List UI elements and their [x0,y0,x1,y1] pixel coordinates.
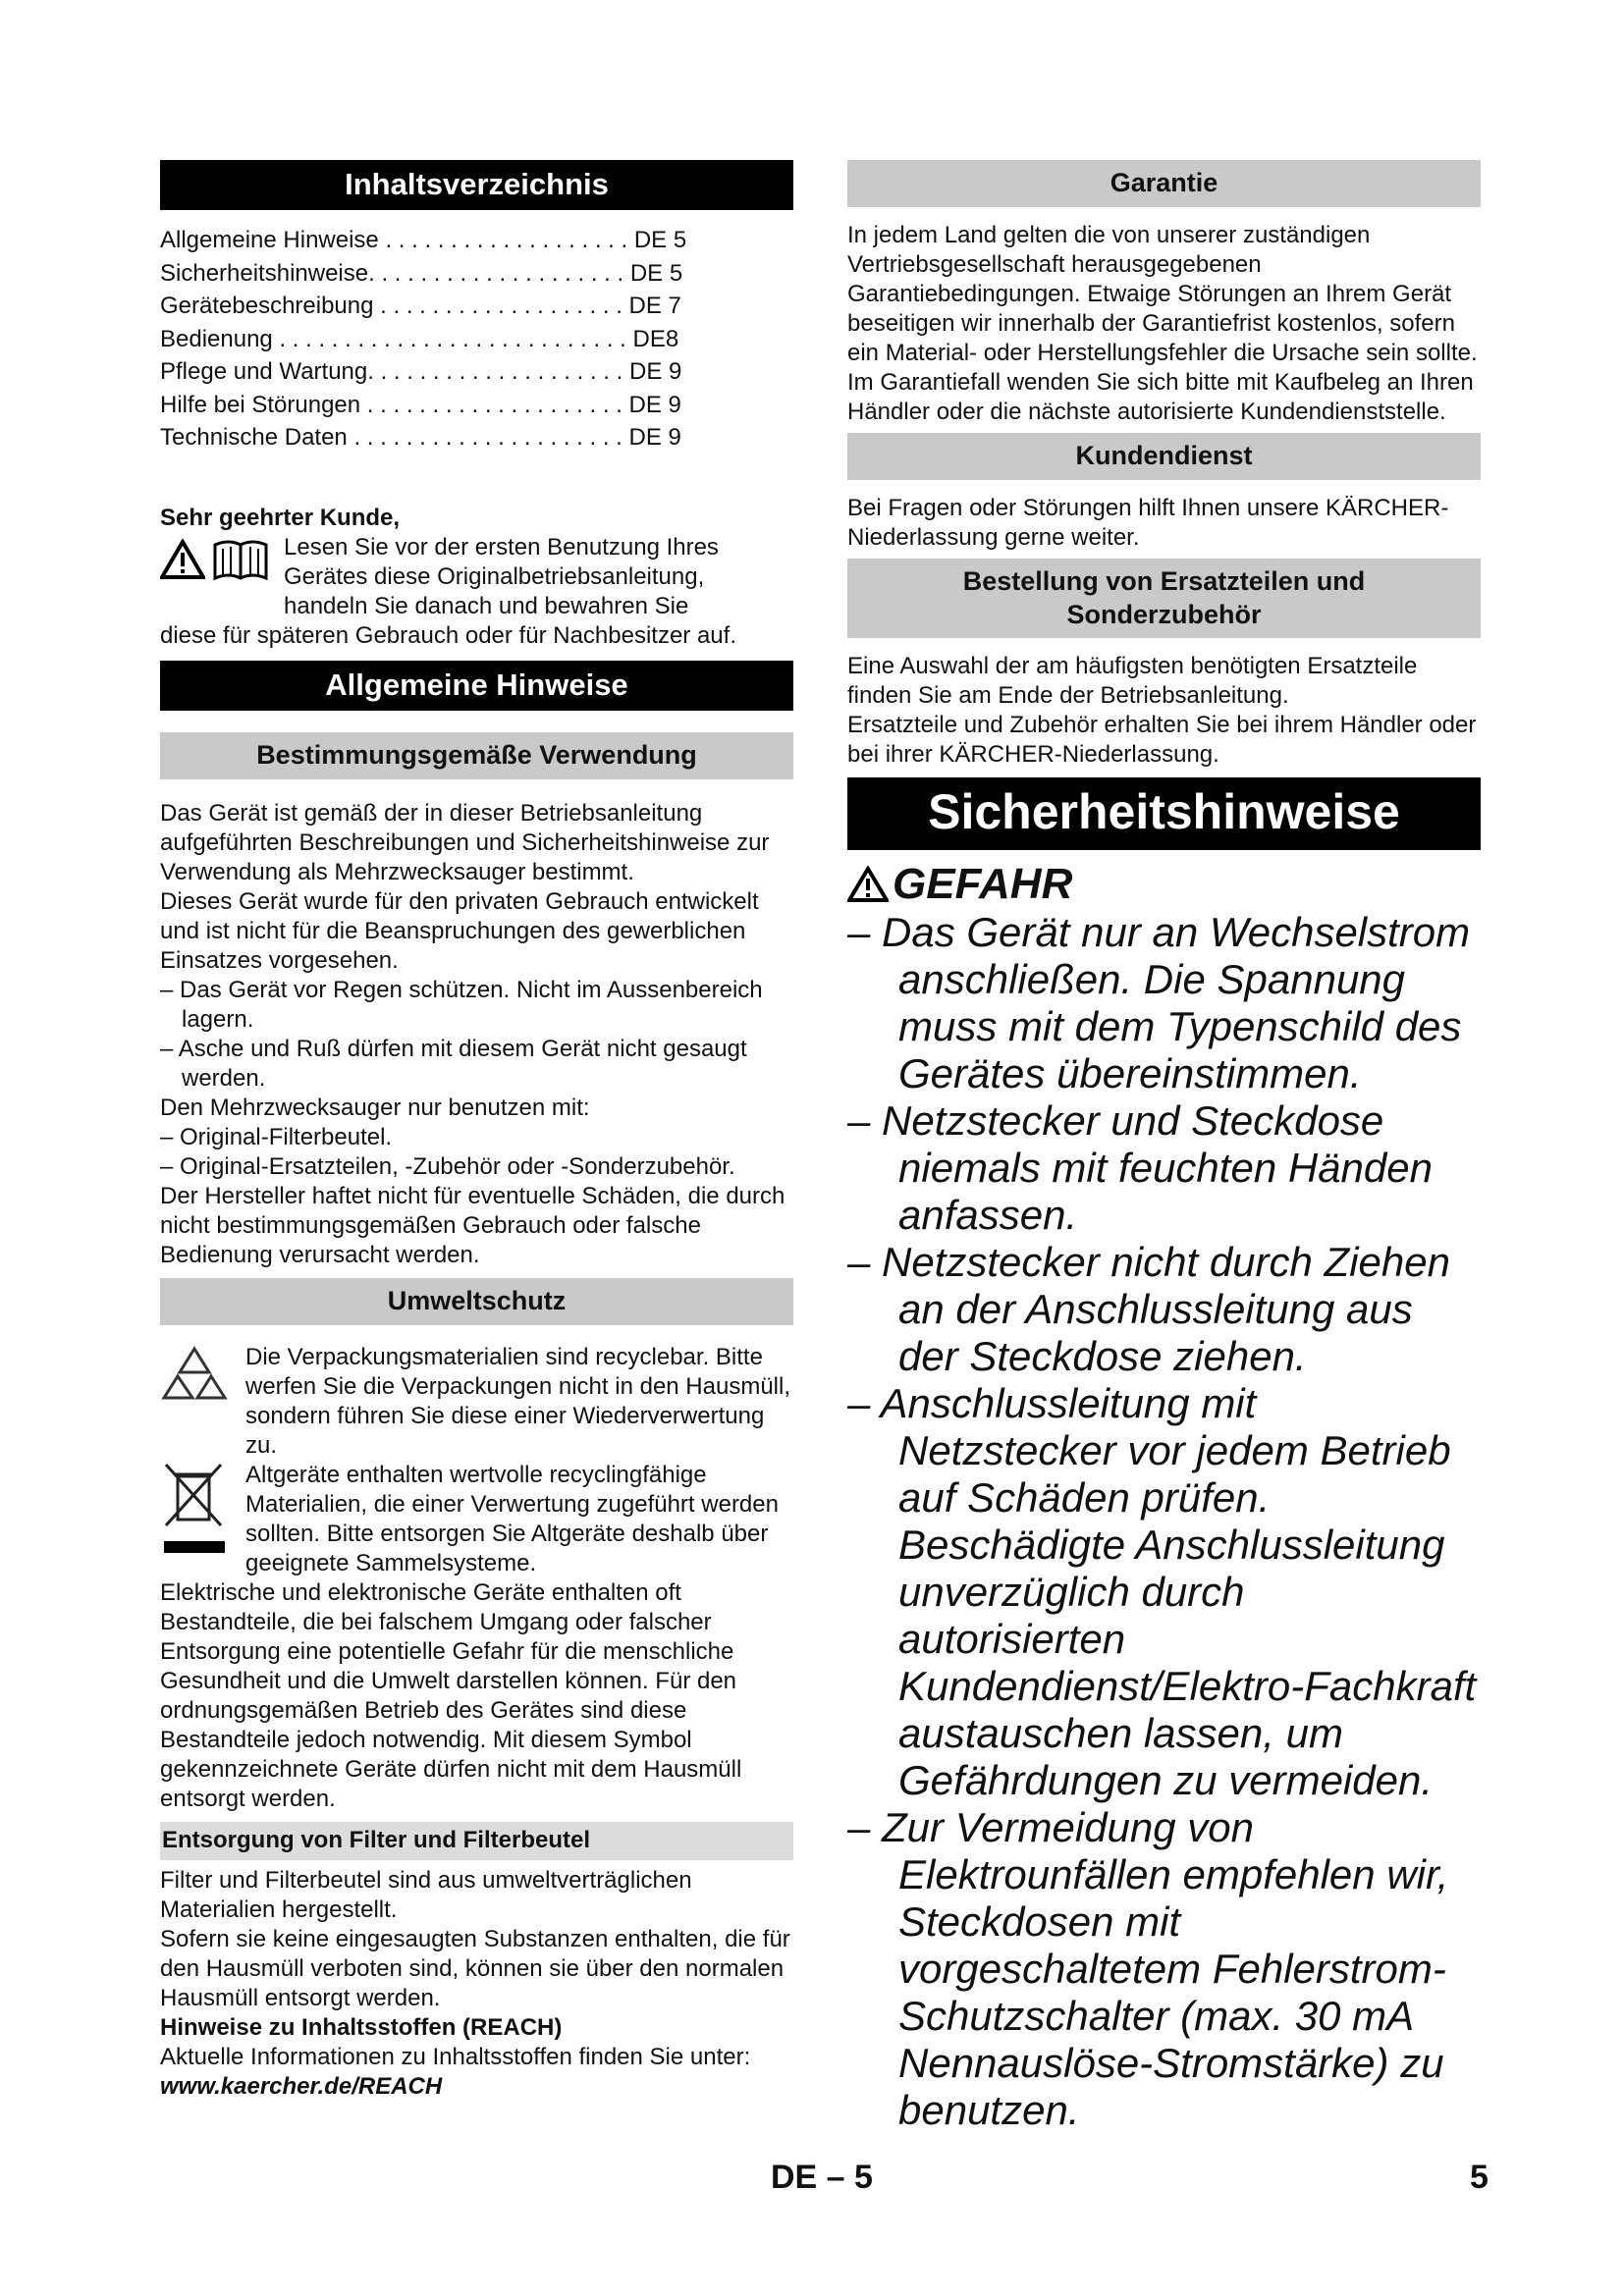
recycling-icon [160,1343,229,1402]
list-item: – Netzstecker und Steckdose niemals mit feuchten Händen anfassen. [847,1097,1433,1238]
intro-text: Lesen Sie vor der ersten Benutzung Ihres Gerätes diese Originalbetriebsanleitung, handeln Sie danach und bewahren Sie [284,533,719,619]
footer-page-number: 5 [1470,2159,1489,2196]
paragraph: Filter und Filterbeutel sind aus umweltverträglichen Materialien hergestellt. [160,1866,692,1923]
section-title-sicherheit: Sicherheitshinweise [847,777,1481,850]
paragraph: Sofern sie keine eingesaugten Substanzen enthalten, die für den Hausmüll verboten sind, können sie über den normalen Hausmüll entsorgt werden. [160,1925,790,2011]
list-item: – Original-Filterbeutel. [160,1123,393,1150]
section-title-umwelt: Umweltschutz [160,1278,793,1325]
danger-label: GEFAHR [893,860,1073,908]
paragraph: Eine Auswahl der am häufigsten benötigten Ersatzteile finden Sie am Ende der Betriebsanleitung. [847,653,1418,709]
paragraph: Aktuelle Informationen zu Inhaltsstoffen finden Sie unter: [160,2043,751,2070]
toc-entry[interactable]: Hilfe bei Störungen . . . . . . . . . . . . . . . . . . . . DE 9 [160,391,681,418]
verwendung-body [160,799,793,1270]
umwelt-body [160,1343,793,1814]
kundendienst-text: Bei Fragen oder Störungen hilft Ihnen unsere KÄRCHER-Niederlassung gerne weiter. [847,495,1449,551]
garantie-text: In jedem Land gelten die von unserer zuständigen Vertriebsgesellschaft herausgegebenen Garantiebedingungen. Etwaige Störungen an Ihrem Gerät beseitigen wir innerhalb der Garantiefrist kostenlos, sofern ein Material- oder Herstellungsfehler die Ursache sein sollte. Im Garantiefall wenden Sie sich bitte mit Kaufbeleg an Ihren Händler oder die nächste autorisierte Kundendienststelle. [847,222,1478,425]
toc-entry[interactable]: Technische Daten . . . . . . . . . . . . . . . . . . . . . DE 9 [160,424,681,451]
crossed-bin-icon [160,1461,229,1559]
list-item: – Asche und Ruß dürfen mit diesem Gerät nicht gesaugt werden. [160,1035,747,1092]
manual-book-icon [211,539,270,582]
list-item: – Netzstecker nicht durch Ziehen an der Anschlussleitung aus der Steckdose ziehen. [847,1239,1450,1379]
subsection-title-verwendung: Bestimmungsgemäße Verwendung [160,732,793,779]
list-item: – Das Gerät vor Regen schützen. Nicht im Aussenbereich lagern. [160,976,763,1033]
footer-page-label: DE – 5 [771,2159,873,2196]
toc-entry[interactable]: Bedienung . . . . . . . . . . . . . . . . . . . . . . . . . . . DE8 [160,325,679,352]
list-item: – Zur Vermeidung von Elektrounfällen empfehlen wir, Steckdosen mit vorgeschaltetem Fehlerstrom-Schutzschalter (max. 30 mA Nennauslöse-Stromstärke) zu benutzen. [847,1804,1449,2133]
paragraph: Ersatzteile und Zubehör erhalten Sie bei ihrem Händler oder bei ihrer KÄRCHER-Niederlassung. [847,712,1477,768]
section-title-bestellung: Bestellung von Ersatzteilen und Sonderzubehör [847,559,1481,638]
list-item: – Das Gerät nur an Wechselstrom anschließen. Die Spannung muss mit dem Typenschild des Gerätes übereinstimmen. [847,909,1471,1096]
danger-heading [847,860,1481,909]
reach-title: Hinweise zu Inhaltsstoffen (REACH) [160,2013,563,2041]
paragraph: Das Gerät ist gemäß der in dieser Betriebsanleitung aufgeführten Beschreibungen und Sicherheitshinweise zur Verwendung als Mehrzwecksauger bestimmt. [160,799,770,885]
paragraph: Elektrische und elektronische Geräte enthalten oft Bestandteile, die bei falschem Umgang oder falscher Entsorgung eine potentielle Gefahr für die menschliche Gesundheit und die Umwelt darstellen können. Für den ordnungsgemäßen Betrieb des Gerätes sind diese Bestandteile jedoch notwendig. Mit diesem Symbol gekennzeichnete Geräte dürfen nicht mit dem Hausmüll entsorgt werden. [160,1578,742,1812]
paragraph: Den Mehrzwecksauger nur benutzen mit: [160,1094,590,1121]
table-of-contents [160,224,793,454]
list-item: – Anschlussleitung mit Netzstecker vor jedem Betrieb auf Schäden prüfen. Beschädigte Anschlussleitung unverzüglich durch autorisierten Kundendienst/Elektro-Fachkraft austauschen lassen, um Gefährdungen zu vermeiden. [847,1380,1477,1803]
recycle-text: Die Verpackungsmaterialien sind recyclebar. Bitte werfen Sie die Verpackungen nicht in den Hausmüll, sondern führen Sie diese einer Wiederverwertung zu. [245,1343,790,1459]
reach-link[interactable]: www.kaercher.de/REACH [160,2072,443,2100]
entsorgung-body [160,1866,793,2102]
subsection-title-entsorgung: Entsorgung von Filter und Filterbeutel [160,1822,793,1860]
right-column [847,160,1481,2134]
recycle-block [160,1343,793,1461]
left-column [160,160,793,2102]
bestellung-body [847,652,1481,770]
section-title-garantie: Garantie [847,160,1481,207]
list-item: – Original-Ersatzteilen, -Zubehör oder -Sonderzubehör. [160,1152,735,1180]
weee-block [160,1461,793,1578]
warning-icon [847,866,889,903]
toc-title: Inhaltsverzeichnis [160,160,793,210]
toc-entry[interactable]: Sicherheitshinweise. . . . . . . . . . . . . . . . . . . . DE 5 [160,259,683,287]
warning-icon [160,539,205,580]
paragraph: Dieses Gerät wurde für den privaten Gebrauch entwickelt und ist nicht für die Beanspruchungen des gewerblichen Einsatzes vorgesehen. [160,887,759,974]
intro-icons [160,539,270,582]
intro-text-rest: diese für späteren Gebrauch oder für Nachbesitzer auf. [160,621,736,649]
intro-block [160,533,793,621]
toc-entry[interactable]: Pflege und Wartung. . . . . . . . . . . . . . . . . . . . DE 9 [160,358,682,385]
paragraph: Der Hersteller haftet nicht für eventuelle Schäden, die durch nicht bestimmungsgemäßen Gebrauch oder falsche Bedienung verursacht werden. [160,1182,785,1268]
danger-list [847,909,1481,2134]
section-title-kundendienst: Kundendienst [847,433,1481,480]
greeting: Sehr geehrter Kunde, [160,504,401,531]
section-title-allgemeine: Allgemeine Hinweise [160,661,793,711]
weee-text: Altgeräte enthalten wertvolle recyclingfähige Materialien, die einer Verwertung zugeführt werden sollten. Bitte entsorgen Sie Altgeräte deshalb über geeignete Sammelsysteme. [245,1461,779,1576]
toc-entry[interactable]: Gerätebeschreibung . . . . . . . . . . . . . . . . . . . DE 7 [160,293,681,319]
toc-entry[interactable]: Allgemeine Hinweise . . . . . . . . . . . . . . . . . . . DE 5 [160,227,687,253]
